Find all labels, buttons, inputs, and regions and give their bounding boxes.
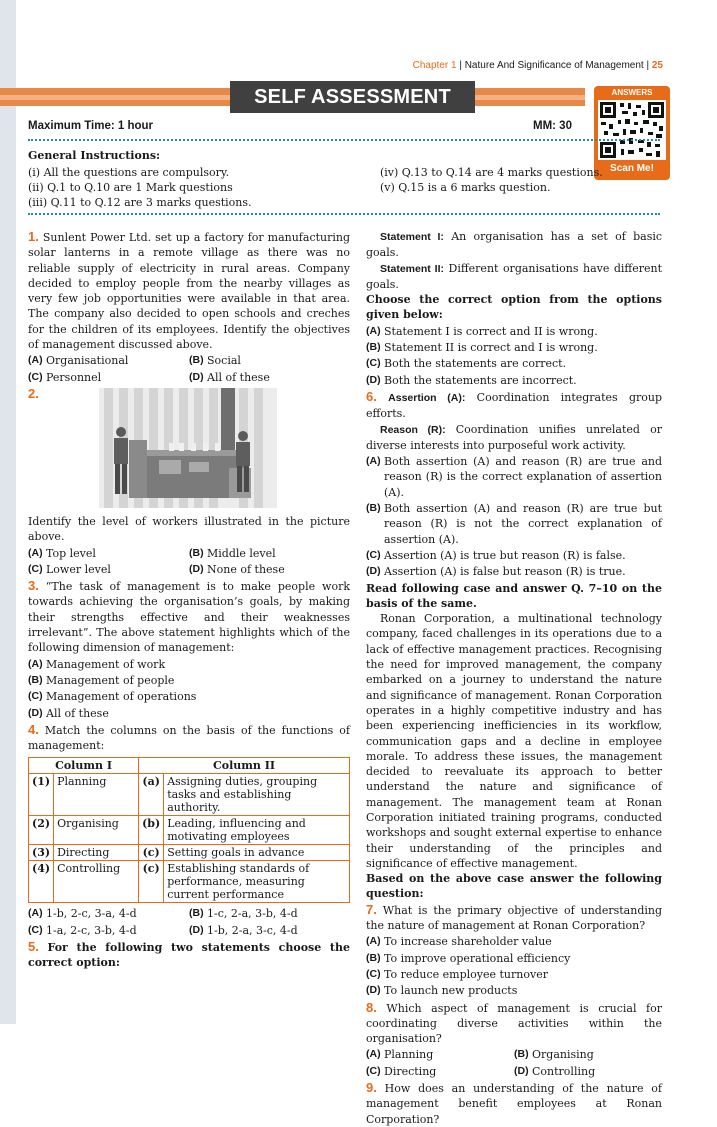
page-number: 25 <box>651 60 663 71</box>
options-row <box>28 370 350 385</box>
question-text: Which aspect of management is crucial for coordinating diverse activities within the organisation? <box>366 1001 663 1046</box>
option-text: 1-b, 2-c, 3-a, 4-d <box>46 907 137 921</box>
options-row <box>28 923 350 938</box>
divider-bottom <box>28 213 660 215</box>
options-row <box>366 1047 662 1062</box>
instruction-item: (v) Q.15 is a 6 marks question. <box>380 181 551 194</box>
table-header-row <box>29 758 350 774</box>
match-table <box>28 757 350 903</box>
option[interactable] <box>28 689 350 704</box>
statement-1 <box>366 229 662 261</box>
row-letter: (a) <box>139 774 164 816</box>
option-text: Statement I is correct and II is wrong. <box>384 324 598 338</box>
option-letter: (B) <box>189 546 204 559</box>
question-text: Sunlent Power Ltd. set up a factory for manufacturing solar lanterns in a remote village as there was no reliable supply of electricity in rural areas. Company decided to employ people from the nearby villages as very few job opportunities were available in that area. The company also decided to open schools and creches for the children of its employees. Identify the objectives of management discussed above. <box>28 231 351 352</box>
options-row <box>366 1064 662 1079</box>
option-text: 1-c, 2-a, 3-b, 4-d <box>207 907 298 921</box>
option[interactable] <box>366 356 662 371</box>
row-number: (4) <box>29 861 54 903</box>
option-letter: (B) <box>366 341 381 354</box>
statement-label: Statement II: <box>380 262 445 275</box>
option-letter: (C) <box>28 370 43 383</box>
column-1-cell: Directing <box>54 845 139 861</box>
option[interactable] <box>28 906 189 921</box>
question-text: How does an understanding of the nature of management benefit employees at Ronan Corporation? <box>366 1082 662 1126</box>
row-letter: (b) <box>139 816 164 845</box>
statement-text: An organisation has a set of basic goals. <box>366 230 663 260</box>
instruction-item: (ii) Q.1 to Q.10 are 1 Mark questions <box>28 181 233 194</box>
question-2: Identify the level of workers illustrated in the picture above. <box>28 514 350 544</box>
option[interactable] <box>189 370 350 385</box>
option-text: Organising <box>532 1048 594 1062</box>
option[interactable] <box>28 657 350 672</box>
option-letter: (C) <box>28 690 43 703</box>
paper-title: SELF ASSESSMENT PAPER 1 <box>230 81 475 113</box>
option[interactable] <box>28 353 189 368</box>
assertion-text: Coordination integrates group efforts. <box>366 390 663 421</box>
option[interactable] <box>366 340 662 355</box>
option-letter: (B) <box>514 1048 529 1061</box>
question-9 <box>366 1080 662 1127</box>
factory-workers-illustration <box>99 388 277 508</box>
column-2-cell: Setting goals in advance <box>164 845 350 861</box>
question-number: 5. <box>28 939 39 955</box>
option-letter: (C) <box>366 357 381 370</box>
reason-text: Coordination unifies unrelated or diverse interests into purposeful work activity. <box>366 422 662 452</box>
option-letter: (B) <box>28 673 43 686</box>
max-time: Maximum Time: 1 hour <box>28 120 154 132</box>
option[interactable] <box>366 548 662 563</box>
options-row <box>28 353 350 368</box>
option[interactable] <box>366 1047 514 1062</box>
question-text: Match the columns on the basis of the functions of management: <box>28 723 350 753</box>
option-letter: (B) <box>366 951 381 964</box>
question-2-figure-row <box>28 386 350 508</box>
question-text: “The task of management is to make people work towards achieving the organisation’s goals, by making their strengths effective and their weaknesses irrelevant”. The above statement highlights which of the following dimension of management: <box>28 580 350 655</box>
option-letter: (B) <box>366 502 381 515</box>
question-text: For the following two statements choose the correct option: <box>28 941 350 970</box>
option[interactable] <box>366 564 662 579</box>
question-number: 9. <box>366 1080 377 1096</box>
option-text: Statement II is correct and I is wrong. <box>384 341 598 355</box>
case-heading: Read following case and answer Q. 7–10 on the basis of the same. <box>366 581 662 610</box>
question-1 <box>28 229 350 352</box>
option-text: To improve operational efficiency <box>384 951 571 965</box>
option[interactable] <box>366 373 662 388</box>
option-letter: (D) <box>189 562 204 575</box>
options-row <box>28 906 350 921</box>
row-letter: (c) <box>139 845 164 861</box>
table-row <box>29 774 350 816</box>
option-letter: (B) <box>189 907 204 920</box>
option-text: Both assertion (A) and reason (R) are true but reason (R) is not the correct explanation of assertion (A). <box>384 502 662 546</box>
option-letter: (C) <box>366 1064 381 1077</box>
option-text: Management of work <box>46 657 166 671</box>
assertion-label: Assertion (A): <box>388 391 466 404</box>
option-letter: (C) <box>366 967 381 980</box>
option-text: None of these <box>207 562 285 576</box>
column-2-cell: Establishing standards of performance, measuring current performance <box>164 861 350 903</box>
running-header: Chapter 1 | Nature And Significance of Management | 25 <box>412 60 663 71</box>
column-1-cell: Controlling <box>54 861 139 903</box>
option-letter: (D) <box>189 923 204 936</box>
column-2-cell: Assigning duties, grouping tasks and establishing authority. <box>164 774 350 816</box>
choose-instruction: Choose the correct option from the options given below: <box>366 293 662 322</box>
option[interactable] <box>189 906 350 921</box>
answers-qr-box[interactable] <box>594 86 670 180</box>
question-6-assertion <box>366 389 662 422</box>
question-number: 1. <box>28 229 39 244</box>
question-number: 4. <box>28 721 39 737</box>
option[interactable] <box>28 546 189 561</box>
option[interactable] <box>366 1064 514 1079</box>
option-letter: (D) <box>514 1064 529 1077</box>
option[interactable] <box>189 353 350 368</box>
table-row <box>29 816 350 845</box>
option[interactable] <box>366 324 662 339</box>
option-letter: (C) <box>366 548 381 561</box>
option-text: 1-b, 2-a, 3-c, 4-d <box>207 923 298 937</box>
instruction-item: (iii) Q.11 to Q.12 are 3 marks questions. <box>28 196 252 209</box>
option[interactable] <box>28 923 189 938</box>
column-1-cell: Organising <box>54 816 139 845</box>
option-letter: (C) <box>28 923 43 936</box>
question-8 <box>366 1000 662 1047</box>
divider-top <box>28 139 660 141</box>
option-letter: (A) <box>28 657 43 670</box>
scan-me-label: Scan Me! <box>610 163 654 174</box>
option-text: Social <box>207 354 241 368</box>
row-number: (1) <box>29 774 54 816</box>
question-4 <box>28 722 350 754</box>
column-2-header: Column II <box>139 758 350 774</box>
case-prompt: Based on the above case answer the following question: <box>366 872 662 901</box>
option-letter: (C) <box>28 562 43 575</box>
question-number: 8. <box>366 999 377 1015</box>
option-text: All of these <box>46 706 109 720</box>
option-text: Controlling <box>532 1064 596 1078</box>
option[interactable] <box>28 562 189 577</box>
option-text: Planning <box>384 1048 434 1062</box>
option-text: Lower level <box>46 562 111 576</box>
option-letter: (D) <box>366 565 381 578</box>
option-text: Both the statements are correct. <box>384 357 567 371</box>
column-1-cell: Planning <box>54 774 139 816</box>
option-text: To reduce employee turnover <box>384 967 548 981</box>
option-text: Directing <box>384 1064 437 1078</box>
chapter-label: Chapter 1 <box>412 60 457 71</box>
option-letter: (D) <box>366 373 381 386</box>
option[interactable] <box>189 923 350 938</box>
option-letter: (A) <box>366 455 381 468</box>
option-text: Assertion (A) is true but reason (R) is false. <box>384 548 626 562</box>
question-7 <box>366 902 662 934</box>
reason-label: Reason (R): <box>380 423 446 436</box>
statement-2 <box>366 261 662 293</box>
instructions-heading: General Instructions: <box>28 149 161 162</box>
option-letter: (A) <box>28 907 43 920</box>
options-row <box>28 546 350 561</box>
column-1-header: Column I <box>29 758 139 774</box>
answers-label: ANSWERS <box>611 88 653 97</box>
instruction-item: (iv) Q.13 to Q.14 are 4 marks questions. <box>380 166 603 179</box>
option[interactable] <box>366 983 662 998</box>
row-letter: (c) <box>139 861 164 903</box>
option[interactable] <box>366 454 662 500</box>
option-text: To increase shareholder value <box>384 935 552 949</box>
case-text: Ronan Corporation, a multinational technology company, faced challenges in its operations due to a lack of effective management practices. Recognising the need for improved management, the company embarked on a journey to understand the nature and significance of management. Ronan Corporation operates in a highly competitive industry and has been experiencing inefficiencies in its workflow, communication gaps and a decline in employee morale. To address these issues, the management decided to reevaluate its approach to better understand the nature and significance of management. The management team at Ronan Corporation initiated training programs, conducted workshops and sought external expertise to enhance their understanding of the principles and significance of effective management. <box>366 612 662 870</box>
option[interactable] <box>28 673 350 688</box>
table-row <box>29 861 350 903</box>
qr-code-icon[interactable] <box>598 100 666 160</box>
option[interactable] <box>189 546 350 561</box>
statement-label: Statement I: <box>380 231 444 243</box>
option-text: Assertion (A) is false but reason (R) is true. <box>384 565 626 579</box>
instructions-left <box>28 165 252 210</box>
row-number: (2) <box>29 816 54 845</box>
question-number: 7. <box>366 901 377 917</box>
option-letter: (B) <box>189 354 204 367</box>
option-text: 1-a, 2-c, 3-b, 4-d <box>46 923 137 937</box>
option-text: Top level <box>46 546 96 560</box>
option[interactable] <box>28 706 350 721</box>
column-2-cell: Leading, influencing and motivating employees <box>164 816 350 845</box>
option-text: To launch new products <box>384 984 518 998</box>
option[interactable] <box>366 934 662 949</box>
chapter-title: Nature And Significance of Management <box>464 60 644 71</box>
question-3 <box>28 578 350 655</box>
option-text: Management of operations <box>46 690 197 704</box>
max-marks: MM: 30 <box>533 120 572 132</box>
option-letter: (A) <box>366 324 381 337</box>
option-text: Management of people <box>46 673 175 687</box>
option-letter: (D) <box>366 984 381 997</box>
question-number: 3. <box>28 578 39 594</box>
statement-text: Different organisations have different goals. <box>366 261 663 291</box>
question-5 <box>28 939 350 971</box>
option-letter: (D) <box>189 370 204 383</box>
option-text: All of these <box>207 370 270 384</box>
row-number: (3) <box>29 845 54 861</box>
option[interactable] <box>514 1047 662 1062</box>
question-text: What is the primary objective of understanding the nature of management at Ronan Corporation? <box>366 903 663 933</box>
option-text: Middle level <box>207 546 276 560</box>
option-letter: (D) <box>28 706 43 719</box>
option-letter: (A) <box>28 354 43 367</box>
right-column <box>366 229 662 1127</box>
left-column <box>28 229 350 971</box>
question-number: 6. <box>366 388 377 404</box>
table-row <box>29 845 350 861</box>
option-text: Organisational <box>46 354 129 368</box>
option[interactable] <box>514 1064 662 1079</box>
instruction-item: (i) All the questions are compulsory. <box>28 166 230 179</box>
question-number: 2. <box>28 385 39 401</box>
option[interactable] <box>366 501 662 547</box>
option[interactable] <box>366 967 662 982</box>
option-letter: (A) <box>366 1048 381 1061</box>
question-6-reason <box>366 422 662 454</box>
option-letter: (A) <box>366 935 381 948</box>
option-text: Both assertion (A) and reason (R) are true and reason (R) is the correct explanation of assertion (A). <box>384 455 662 499</box>
options-row <box>28 562 350 577</box>
option[interactable] <box>189 562 350 577</box>
instructions-right <box>380 165 603 195</box>
option[interactable] <box>366 951 662 966</box>
option-letter: (A) <box>28 546 43 559</box>
page-edge <box>0 0 16 1024</box>
option-text: Personnel <box>46 370 102 384</box>
option-text: Both the statements are incorrect. <box>384 373 577 387</box>
option[interactable] <box>28 370 189 385</box>
